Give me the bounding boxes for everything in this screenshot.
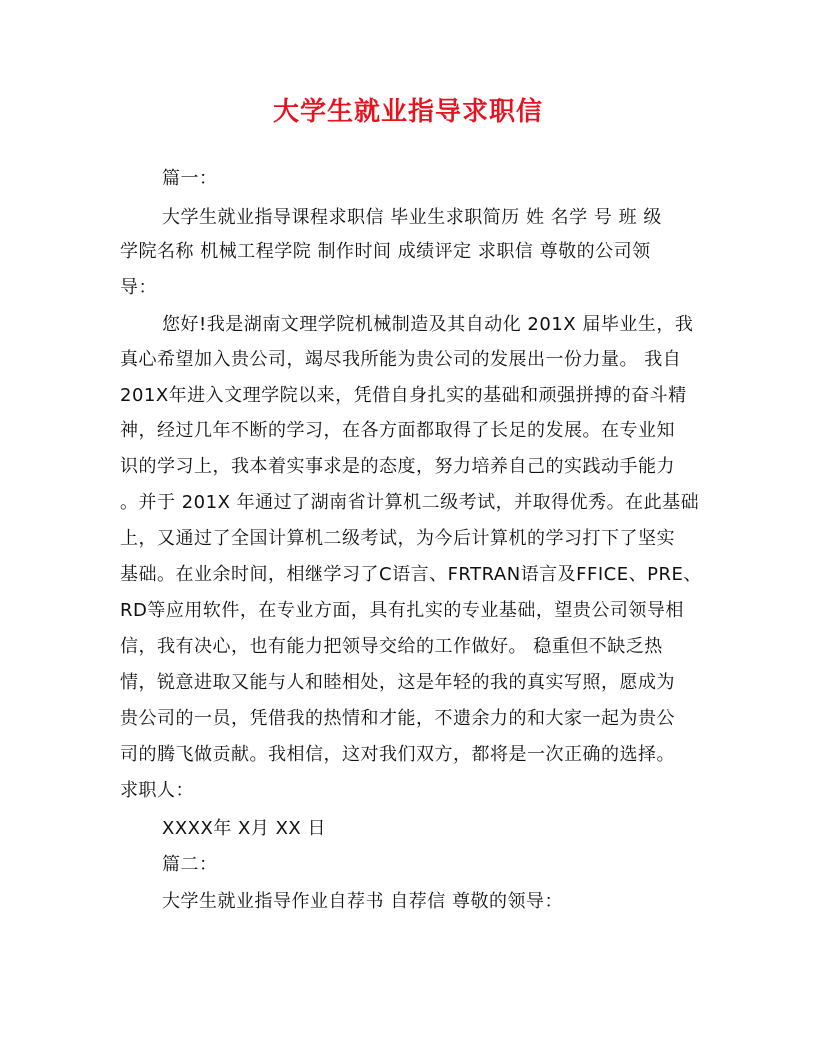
body-line: 神，经过几年不断的学习，在各方面都取得了长足的发展。在专业知 xyxy=(120,420,675,441)
body-line: 信，我有决心，也有能力把领导交给的工作做好。 稳重但不缺乏热 xyxy=(120,636,663,657)
body-line: 上，又通过了全国计算机二级考试，为今后计算机的学习打下了坚实 xyxy=(120,528,675,549)
body-line: 。并于 201X 年通过了湖南省计算机二级考试，并取得优秀。在此基础 xyxy=(120,492,700,513)
body-line: 大学生就业指导课程求职信 毕业生求职简历 姓 名学 号 班 级 xyxy=(162,207,662,228)
date-line: XXXX年 X月 XX 日 xyxy=(162,818,326,839)
body-line: 贵公司的一员，凭借我的热情和才能，不遗余力的和大家一起为贵公 xyxy=(120,708,675,729)
body-line: 201X年进入文理学院以来，凭借自身扎实的基础和顽强拼搏的奋斗精 xyxy=(120,385,687,406)
body-line: RD等应用软件，在专业方面，具有扎实的专业基础，望贵公司领导相 xyxy=(120,600,684,621)
body-line: 司的腾飞做贡献。我相信，这对我们双方，都将是一次正确的选择。 xyxy=(120,744,675,765)
body-line: 真心希望加入贵公司，竭尽我所能为贵公司的发展出一份力量。 我自 xyxy=(120,349,682,370)
body-line: 大学生就业指导作业自荐书 自荐信 尊敬的领导： xyxy=(162,891,563,912)
body-line: 基础。在业余时间，相继学习了C语言、FRTRAN语言及FFICE、PRE、 xyxy=(120,564,702,585)
body-line: 情，锐意进取又能与人和睦相处，这是年轻的我的真实写照，愿成为 xyxy=(120,672,675,693)
section-heading-1: 篇一： xyxy=(162,168,218,189)
section-heading-2: 篇二： xyxy=(162,854,218,875)
body-line: 您好!我是湖南文理学院机械制造及其自动化 201X 届毕业生，我 xyxy=(162,314,694,335)
body-line: 导： xyxy=(120,277,157,298)
body-line: 识的学习上，我本着实事求是的态度，努力培养自己的实践动手能力 xyxy=(120,456,675,477)
signature-label: 求职人： xyxy=(120,780,194,801)
document-title: 大学生就业指导求职信 xyxy=(272,97,543,127)
body-line: 学院名称 机械工程学院 制作时间 成绩评定 求职信 尊敬的公司领 xyxy=(120,241,651,262)
